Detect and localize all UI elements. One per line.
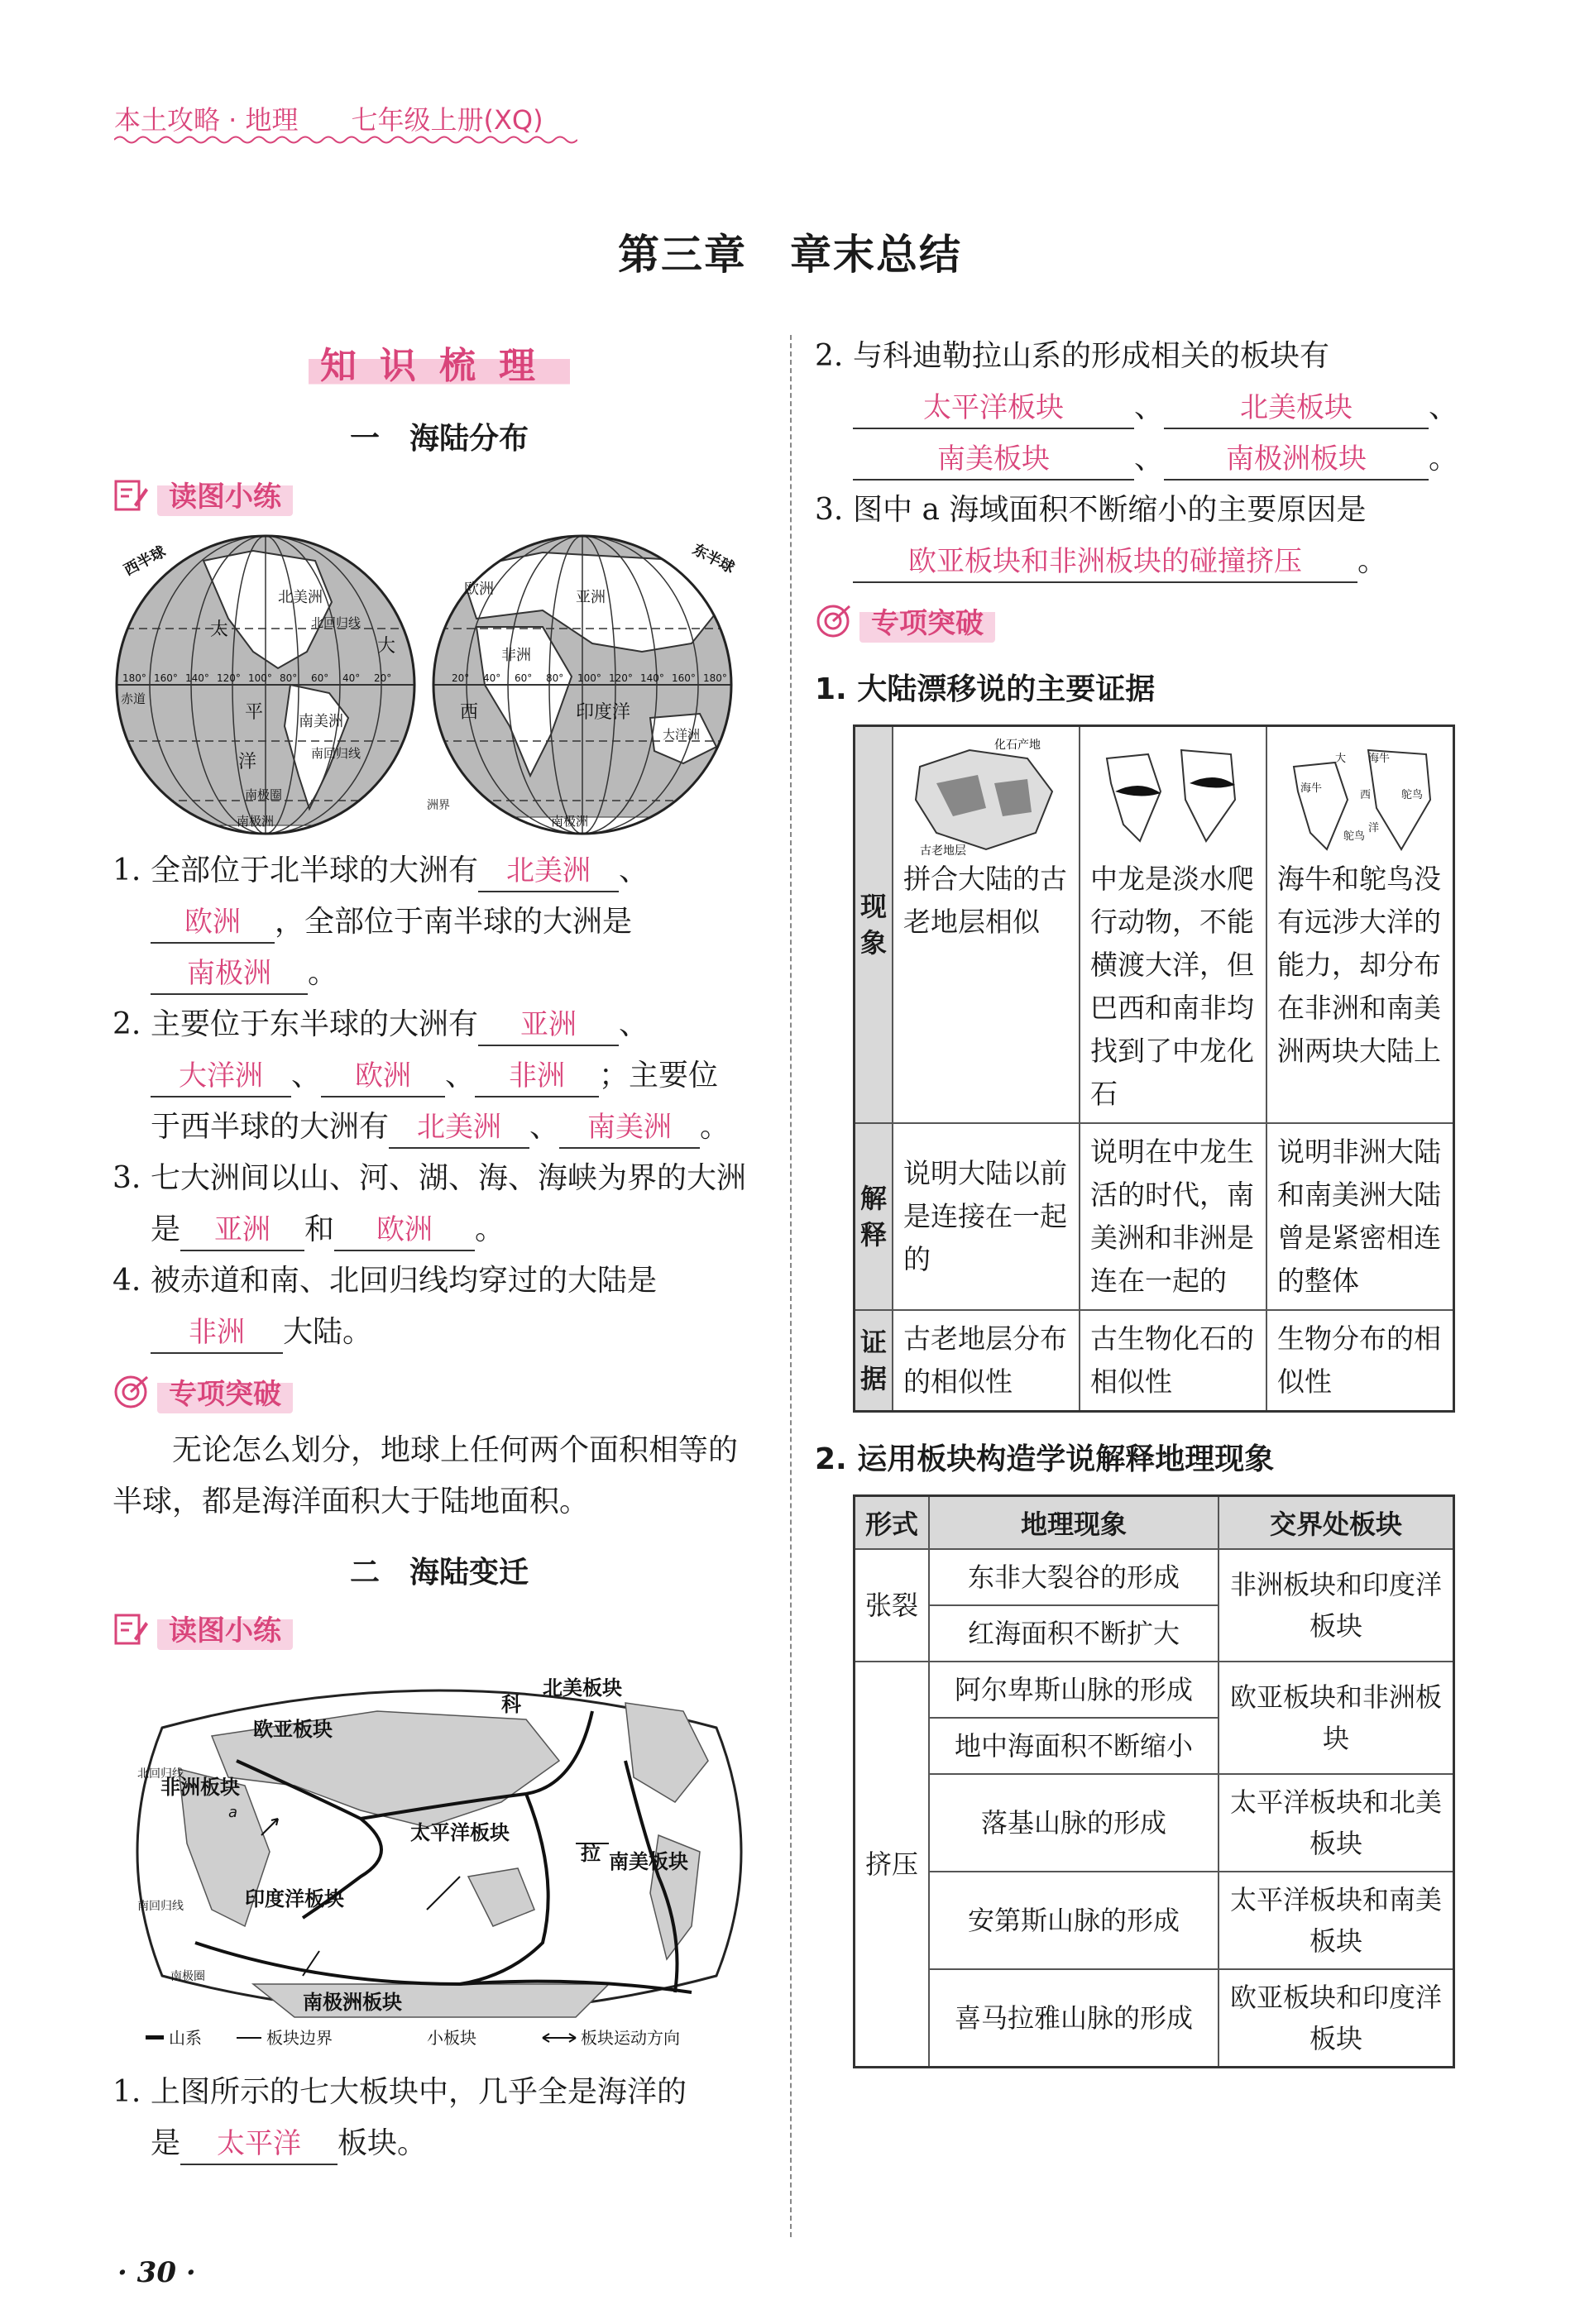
strata-map-image	[903, 734, 1069, 858]
longitude-label: 20°	[374, 672, 392, 684]
longitude-label: 60°	[311, 672, 329, 684]
answer-blank[interactable]: 南极洲	[151, 954, 308, 995]
knowledge-banner: 知识梳理	[309, 331, 570, 394]
answer-blank[interactable]: 北美洲	[389, 1107, 529, 1149]
row-label-explain: 解释	[855, 1123, 893, 1310]
svg-text:山系: 山系	[169, 2028, 202, 2048]
longitude-label: 20°	[452, 672, 470, 684]
svg-text:大: 大	[377, 636, 396, 657]
header-phenomenon: 地理现象	[929, 1496, 1219, 1550]
svg-text:太: 太	[210, 619, 229, 640]
svg-text:南极洲: 南极洲	[237, 814, 275, 829]
svg-text:古老地层: 古老地层	[920, 844, 966, 858]
evidence-1: 古老地层分布的相似性	[893, 1310, 1080, 1412]
section2-title: 二 海陆变迁	[349, 1556, 529, 1590]
phenomenon-1: 拼合大陆的古老地层相似	[903, 863, 1067, 938]
longitude-label: 60°	[515, 672, 533, 684]
svg-text:欧亚板块: 欧亚板块	[253, 1718, 333, 1741]
longitude-label: 100°	[248, 672, 272, 684]
read-map-label: 读图小练	[157, 472, 293, 516]
read-map-tag	[113, 472, 766, 516]
mesosaurus-map-image	[1090, 734, 1256, 858]
hemispheres-map	[113, 528, 766, 842]
pencil-note-icon	[113, 1610, 149, 1647]
answer-blank[interactable]: 南极洲板块	[1164, 439, 1429, 481]
svg-text:南极洲: 南极洲	[551, 814, 589, 829]
answer-blank[interactable]: 非洲	[475, 1056, 599, 1097]
question-1: 1. 全部位于北半球的大洲有 北美洲 、 欧洲 ，全部位于南半球的大洲是 南极洲 。	[113, 845, 766, 999]
answer-blank[interactable]: 欧洲	[334, 1210, 475, 1251]
explain-1: 说明大陆以前是连接在一起的	[893, 1123, 1080, 1310]
answer-blank[interactable]: 非洲	[151, 1313, 283, 1354]
answer-blank[interactable]: 南美洲	[559, 1107, 700, 1149]
svg-text:南极洲板块: 南极洲板块	[303, 1991, 402, 2014]
header-plates: 交界处板块	[1219, 1496, 1454, 1550]
chapter-title: 第三章 章末总结	[618, 230, 962, 279]
row-label-phenomenon: 现象	[855, 726, 893, 1124]
table-cell: 太平洋板块和南美板块	[1219, 1872, 1454, 1969]
evidence-2: 古生物化石的相似性	[1080, 1310, 1266, 1412]
longitude-label: 80°	[280, 672, 298, 684]
book-header: 本土攻略 · 地理 七年级上册(XQ)	[114, 104, 543, 136]
svg-text:非洲板块: 非洲板块	[160, 1776, 240, 1799]
svg-text:鸵鸟: 鸵鸟	[1401, 789, 1424, 801]
svg-text:东半球: 东半球	[689, 540, 738, 577]
longitude-label: 160°	[672, 672, 696, 684]
svg-text:大: 大	[1335, 753, 1347, 765]
svg-text:大洋洲: 大洋洲	[663, 727, 701, 742]
left-column	[113, 331, 766, 2169]
svg-text:洲界: 洲界	[427, 799, 450, 812]
section1-title: 一 海陆分布	[349, 422, 529, 456]
question-7: 3. 图中 a 海域面积不断缩小的主要原因是 欧亚板块和非洲板块的碰撞挤压 。	[815, 485, 1468, 587]
explain-3: 说明非洲大陆和南美洲大陆曾是紧密相连的整体	[1266, 1123, 1454, 1310]
explain-2: 说明在中龙生活的时代，南美洲和非洲是连在一起的	[1080, 1123, 1266, 1310]
svg-text:印度洋板块: 印度洋板块	[245, 1887, 344, 1910]
question-3: 3. 七大洲间以山、河、湖、海、海峡为界的大洲 是 亚洲 和 欧洲 。	[113, 1153, 766, 1255]
svg-text:板块边界: 板块边界	[266, 2028, 333, 2048]
longitude-label: 160°	[154, 672, 178, 684]
table-cell: 安第斯山脉的形成	[929, 1872, 1219, 1969]
svg-text:洋: 洋	[1368, 822, 1380, 834]
answer-blank[interactable]: 北美洲	[478, 851, 619, 892]
svg-text:北美洲: 北美洲	[278, 589, 323, 606]
svg-text:海牛: 海牛	[1300, 782, 1323, 795]
svg-text:拉: 拉	[581, 1842, 601, 1865]
answer-blank[interactable]: 亚洲	[478, 1005, 619, 1046]
svg-text:西: 西	[1360, 789, 1372, 801]
svg-text:南回归线: 南回归线	[311, 746, 361, 761]
phenomenon-3: 海牛和鸵鸟没有远涉大洋的能力，却分布在非洲和南美洲两块大陆上	[1277, 863, 1441, 1067]
special-tag	[113, 1370, 766, 1413]
svg-text:西半球: 西半球	[121, 543, 170, 580]
answer-blank[interactable]: 太平洋	[180, 2124, 338, 2165]
page-number: · 30 ·	[117, 2256, 196, 2289]
plate-heading: 2. 运用板块构造学说解释地理现象	[815, 1442, 1275, 1476]
question-5: 1. 上图所示的七大板块中，几乎全是海洋的 是 太平洋 板块。	[113, 2067, 766, 2169]
svg-text:南极圈: 南极圈	[245, 787, 283, 802]
longitude-label: 140°	[185, 672, 209, 684]
svg-text:赤道: 赤道	[121, 691, 146, 706]
longitude-label: 80°	[546, 672, 564, 684]
svg-text:北回归线: 北回归线	[137, 1767, 184, 1781]
svg-text:板块运动方向: 板块运动方向	[581, 2028, 680, 2048]
column-divider	[790, 335, 792, 2237]
svg-text:北回归线: 北回归线	[311, 615, 361, 630]
table-cell: 东非大裂谷的形成	[929, 1549, 1219, 1605]
answer-blank[interactable]: 北美板块	[1164, 388, 1429, 429]
longitude-label: 180°	[122, 672, 146, 684]
svg-text:南美板块: 南美板块	[609, 1850, 688, 1873]
table-cell: 落基山脉的形成	[929, 1774, 1219, 1872]
manatee-ostrich-map-image	[1277, 734, 1443, 858]
question-6: 2. 与科迪勒拉山系的形成相关的板块有 太平洋板块 、 北美板块 、 南美板块 、 南极洲板块 。	[815, 331, 1468, 485]
svg-text:印度洋: 印度洋	[576, 702, 631, 723]
form-compress: 挤压	[855, 1662, 930, 2068]
svg-text:南极圈: 南极圈	[170, 1970, 205, 1983]
special-label-2: 专项突破	[859, 599, 995, 643]
svg-text:北美板块: 北美板块	[543, 1676, 622, 1700]
svg-text:非洲: 非洲	[501, 647, 531, 664]
special-label: 专项突破	[157, 1370, 293, 1413]
svg-text:化石产地: 化石产地	[994, 739, 1041, 752]
longitude-label: 100°	[577, 672, 601, 684]
special-tag-2	[815, 599, 1468, 643]
answer-blank[interactable]: 太平洋板块	[853, 388, 1134, 429]
evidence-3: 生物分布的相似性	[1266, 1310, 1454, 1412]
svg-text:a: a	[228, 1804, 238, 1821]
svg-text:洋: 洋	[238, 752, 257, 772]
longitude-label: 140°	[640, 672, 664, 684]
answer-blank[interactable]: 欧亚板块和非洲板块的碰撞挤压	[853, 542, 1357, 583]
evidence-heading: 1. 大陆漂移说的主要证据	[815, 672, 1156, 706]
table-cell: 太平洋板块和北美板块	[1219, 1774, 1454, 1872]
target-icon	[113, 1374, 149, 1410]
svg-text:海牛: 海牛	[1368, 753, 1391, 765]
longitude-label: 120°	[217, 672, 241, 684]
question-4: 4. 被赤道和南、北回归线均穿过的大陆是 非洲 大陆。	[113, 1255, 766, 1358]
pencil-note-icon	[113, 476, 149, 513]
read-map-tag-2	[113, 1606, 766, 1650]
svg-text:太平洋板块: 太平洋板块	[410, 1821, 510, 1844]
svg-text:西: 西	[460, 702, 479, 723]
svg-text:科: 科	[501, 1693, 521, 1716]
table-cell: 欧亚板块和印度洋板块	[1219, 1969, 1454, 2068]
phenomenon-2: 中龙是淡水爬行动物，不能横渡大洋，但巴西和南非均找到了中龙化石	[1090, 863, 1254, 1110]
longitude-label: 120°	[609, 672, 633, 684]
row-label-evidence: 证据	[855, 1310, 893, 1412]
question-2: 2. 主要位于东半球的大洲有 亚洲 、 大洋洲 、 欧洲 、 非洲 ；主要位 于西半球的大洲有 北美洲 、 南美洲 。	[113, 999, 766, 1153]
table-cell: 红海面积不断扩大	[929, 1605, 1219, 1662]
table-cell: 喜马拉雅山脉的形成	[929, 1969, 1219, 2068]
plate-tectonics-table	[853, 1494, 1455, 2068]
answer-blank[interactable]: 亚洲	[180, 1210, 304, 1251]
target-icon	[815, 603, 851, 639]
continental-drift-evidence-table	[853, 724, 1455, 1413]
svg-text:鸵鸟: 鸵鸟	[1343, 830, 1366, 843]
header-form: 形式	[855, 1496, 930, 1550]
header-wave-decoration	[114, 134, 577, 146]
svg-text:平: 平	[245, 702, 264, 723]
read-map-label-2: 读图小练	[157, 1606, 293, 1650]
answer-blank[interactable]: 南美板块	[853, 439, 1134, 481]
table-cell: 非洲板块和印度洋板块	[1219, 1549, 1454, 1662]
answer-blank[interactable]: 欧洲	[151, 902, 275, 944]
plate-map	[113, 1662, 766, 2050]
svg-text:小板块: 小板块	[427, 2028, 476, 2048]
right-column	[815, 331, 1468, 2068]
table-cell: 阿尔卑斯山脉的形成	[929, 1662, 1219, 1718]
answer-blank[interactable]: 大洋洲	[151, 1056, 291, 1097]
longitude-label: 40°	[342, 672, 361, 684]
svg-text:亚洲: 亚洲	[576, 589, 606, 606]
svg-text:欧洲: 欧洲	[464, 581, 494, 598]
special-paragraph: 无论怎么划分，地球上任何两个面积相等的半球，都是海洋面积大于陆地面积。	[113, 1433, 739, 1518]
svg-text:南回归线: 南回归线	[137, 1900, 184, 1913]
svg-text:南美洲: 南美洲	[299, 713, 343, 730]
longitude-label: 180°	[703, 672, 727, 684]
form-tension: 张裂	[855, 1549, 930, 1662]
table-cell: 欧亚板块和非洲板块	[1219, 1662, 1454, 1774]
table-cell: 地中海面积不断缩小	[929, 1718, 1219, 1774]
answer-blank[interactable]: 欧洲	[321, 1056, 445, 1097]
longitude-label: 40°	[483, 672, 501, 684]
